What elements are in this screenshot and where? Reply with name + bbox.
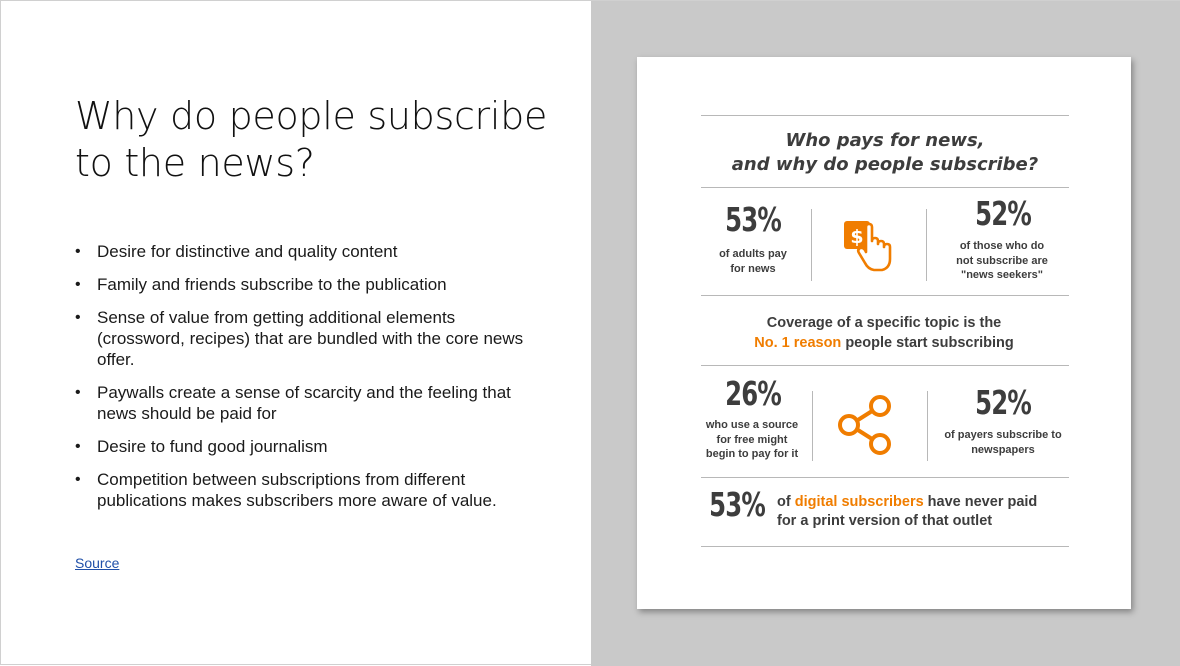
stat-label: [941, 239, 1063, 283]
stat-label-line: who use a source: [705, 419, 799, 431]
stat-label-line: of adults pay: [719, 248, 787, 260]
stat-label: [703, 247, 803, 276]
share-icon: [835, 392, 897, 458]
divider: [926, 209, 927, 281]
stat-value: 53%: [725, 200, 781, 239]
bullet-item: • Family and friends subscribe to the publication: [75, 274, 545, 295]
dollar-hand-icon: [842, 219, 898, 273]
bullet-list: [75, 241, 545, 523]
svg-text:$: $: [850, 226, 864, 248]
source-link[interactable]: Source: [75, 555, 120, 571]
divider: [701, 477, 1069, 478]
divider: [927, 391, 928, 461]
bullet-item: • Desire for distinctive and quality content: [75, 241, 545, 262]
divider: [701, 365, 1069, 366]
highlight-text: No. 1 reason: [754, 335, 842, 351]
key-finding-line: [697, 333, 1071, 353]
key-finding-rest: people start subscribing: [841, 335, 1014, 351]
stat-value: 52%: [975, 383, 1031, 422]
divider: [701, 295, 1069, 296]
stat-label: [699, 418, 805, 462]
stat-label-line: for free might: [716, 433, 788, 446]
stat-label-line: "news seekers": [961, 269, 1043, 281]
stat-label-line: of those who do: [959, 240, 1045, 252]
highlight-text: digital subscribers: [794, 494, 924, 510]
divider: [701, 115, 1069, 116]
slide-title: Why do people subscribe to the news?: [75, 94, 548, 185]
divider: [812, 391, 813, 461]
bottom-stat-line: for a print version of that outlet: [777, 513, 993, 529]
stat-value: 26%: [725, 374, 781, 413]
key-finding-text: [697, 313, 1071, 353]
infographic-card: [637, 57, 1131, 609]
stat-value: 53%: [709, 485, 765, 524]
divider: [811, 209, 812, 281]
stat-value: 52%: [975, 194, 1031, 233]
divider: [701, 187, 1069, 188]
bottom-stat-pre: of: [777, 494, 795, 510]
bottom-stat-line: [777, 493, 1077, 512]
divider: [701, 546, 1069, 547]
infographic-title: [701, 129, 1069, 177]
stat-label-line: begin to pay for it: [705, 448, 799, 460]
infographic-title-line: and why do people subscribe?: [731, 154, 1039, 175]
stat-label-line: of payers subscribe to: [944, 429, 1062, 441]
stat-label-line: not subscribe are: [956, 254, 1048, 267]
key-finding-line: Coverage of a specific topic is the: [766, 315, 1002, 331]
infographic-title-line: Who pays for news,: [785, 130, 985, 151]
bullet-item: • Competition between subscriptions from different publications makes subscribers more aware of value.: [75, 469, 545, 511]
bottom-stat-post: have never paid: [923, 494, 1038, 510]
bullet-item: • Paywalls create a sense of scarcity and the feeling that news should be paid for: [75, 382, 545, 424]
bullet-item: • Sense of value from getting additional elements (crossword, recipes) that are bundled with the core news offer.: [75, 307, 545, 370]
stat-label-line: for news: [730, 262, 776, 275]
stat-label-line: newspapers: [971, 443, 1035, 456]
bottom-stat-text: [777, 493, 1077, 531]
stat-label: [937, 428, 1069, 457]
bullet-item: • Desire to fund good journalism: [75, 436, 545, 457]
